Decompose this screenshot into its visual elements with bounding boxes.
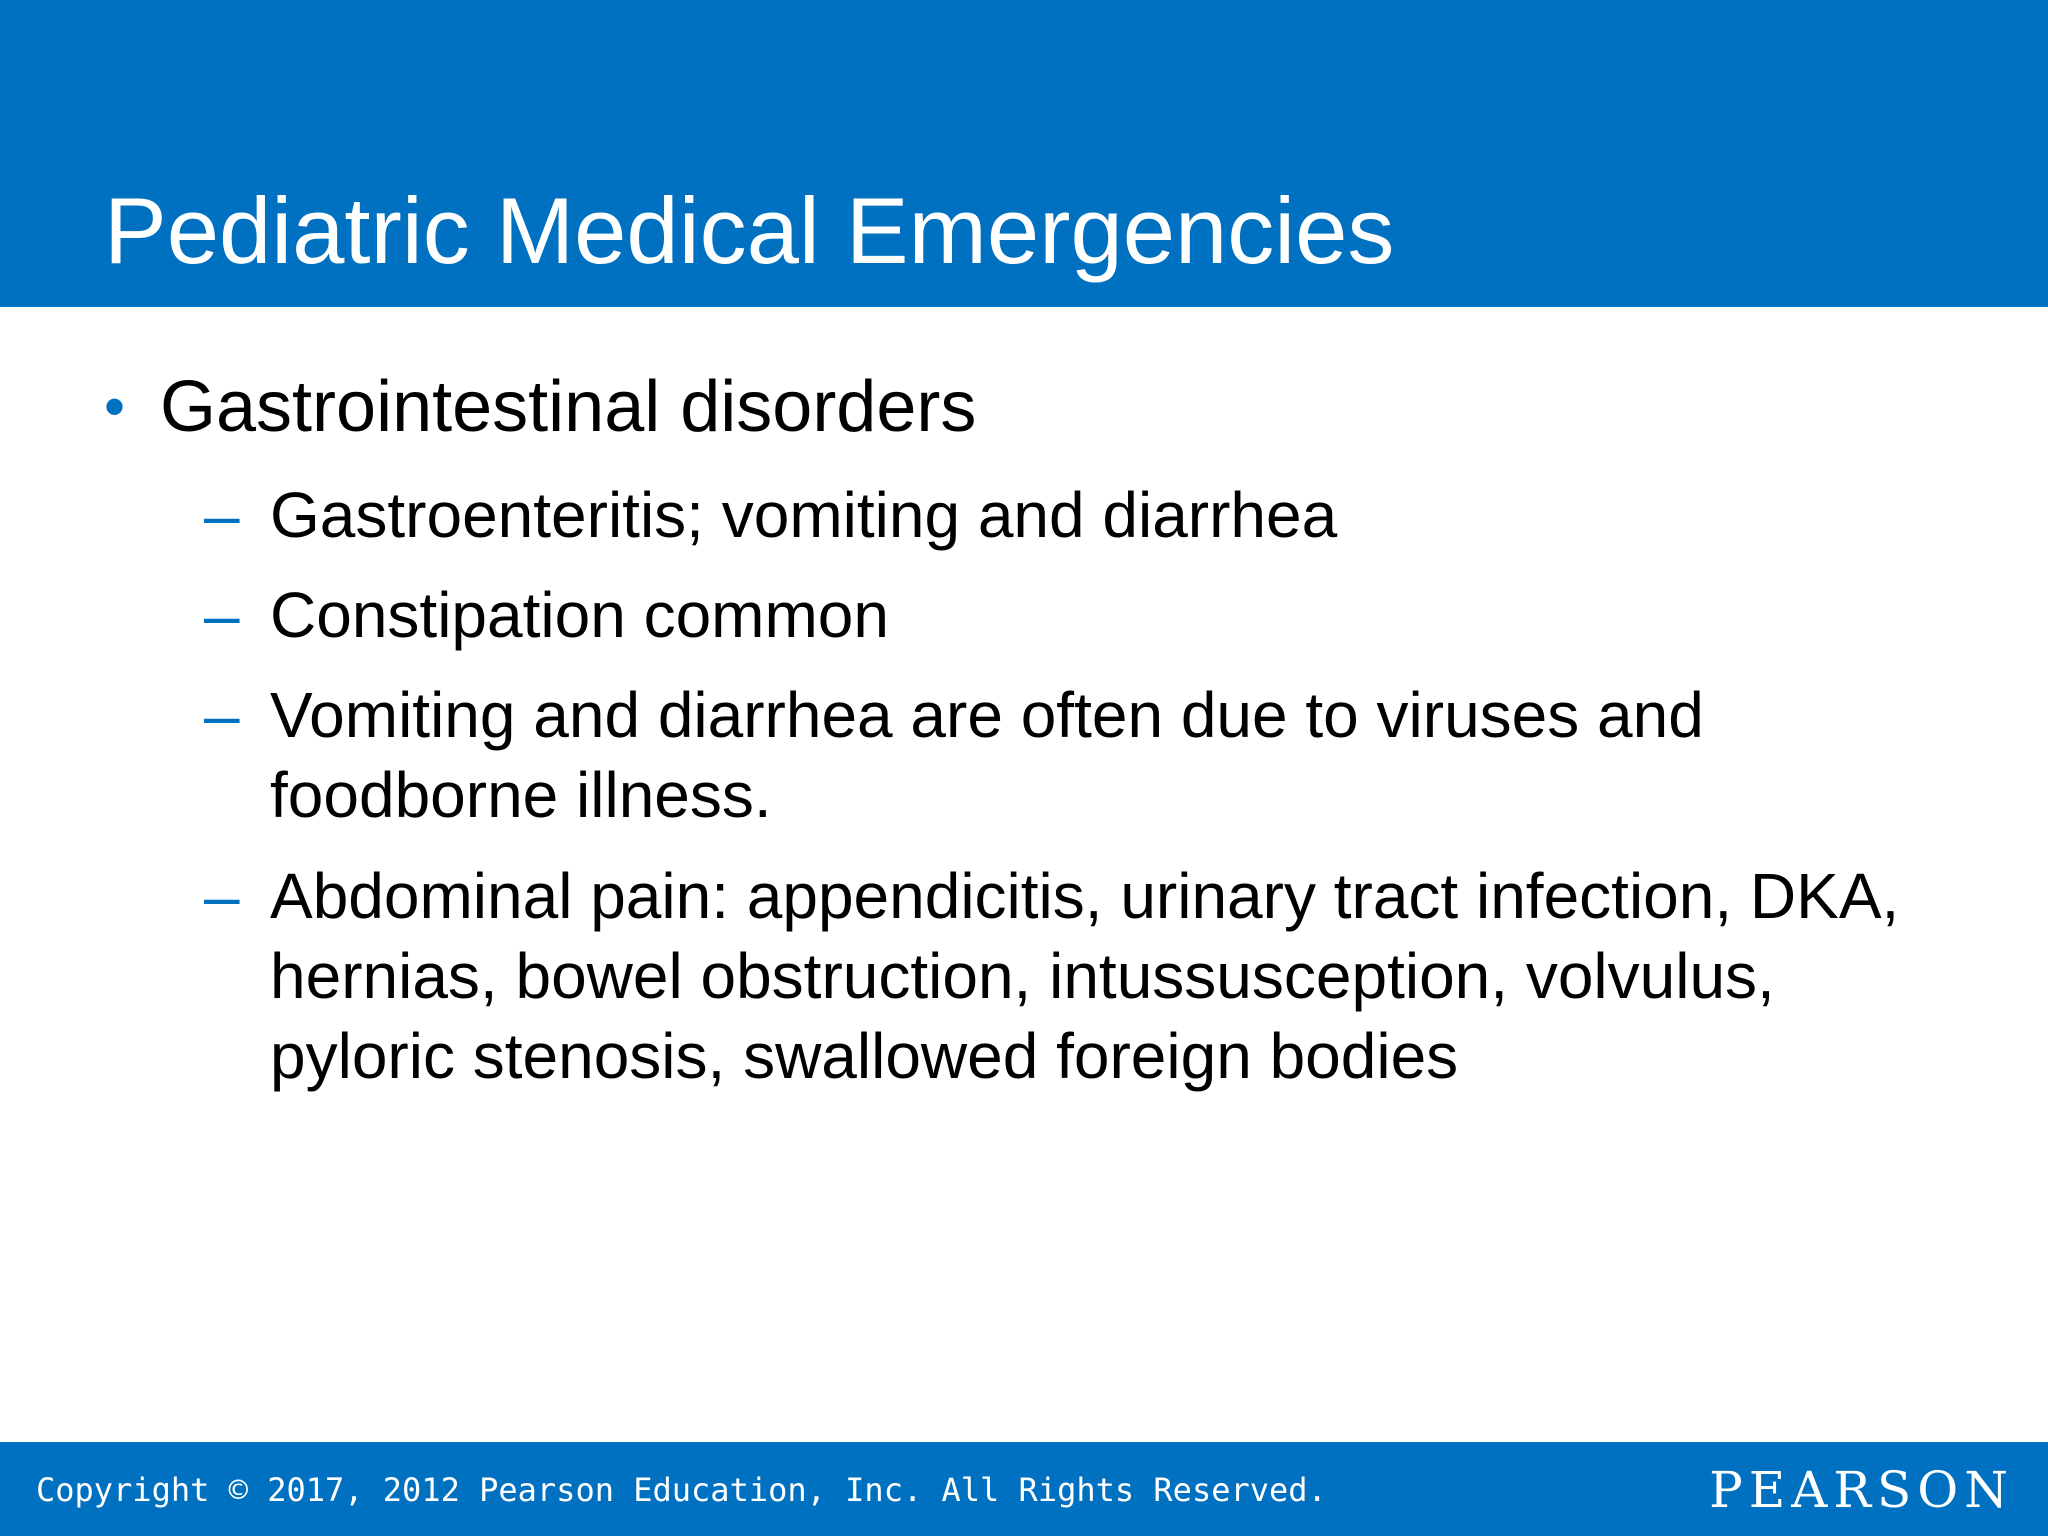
slide-title: Pediatric Medical Emergencies [104, 178, 1395, 283]
sub-bullet-text: Vomiting and diarrhea are often due to viruses and foodborne illness. [270, 679, 1704, 831]
dash-icon: – [204, 579, 240, 651]
dash-icon: – [204, 860, 240, 932]
pearson-logo: PEARSON [1709, 1461, 2014, 1519]
sub-bullet-text: Constipation common [270, 579, 889, 651]
bullet-dot-icon: • [104, 373, 126, 440]
title-band [0, 0, 2048, 307]
bullet-text: Gastrointestinal disorders [160, 367, 977, 447]
sub-bullet-text: Abdominal pain: appendicitis, urinary tract infection, DKA, hernias, bowel obstruction, intussusception, volvulus, pyloric stenosis, swallowed foreign bodies [270, 860, 1900, 1092]
copyright-notice: Copyright © 2017, 2012 Pearson Education, Inc. All Rights Reserved. [36, 1471, 1327, 1509]
sub-bullet-text: Gastroenteritis; vomiting and diarrhea [270, 479, 1338, 551]
dash-icon: – [204, 479, 240, 551]
dash-icon: – [204, 679, 240, 751]
